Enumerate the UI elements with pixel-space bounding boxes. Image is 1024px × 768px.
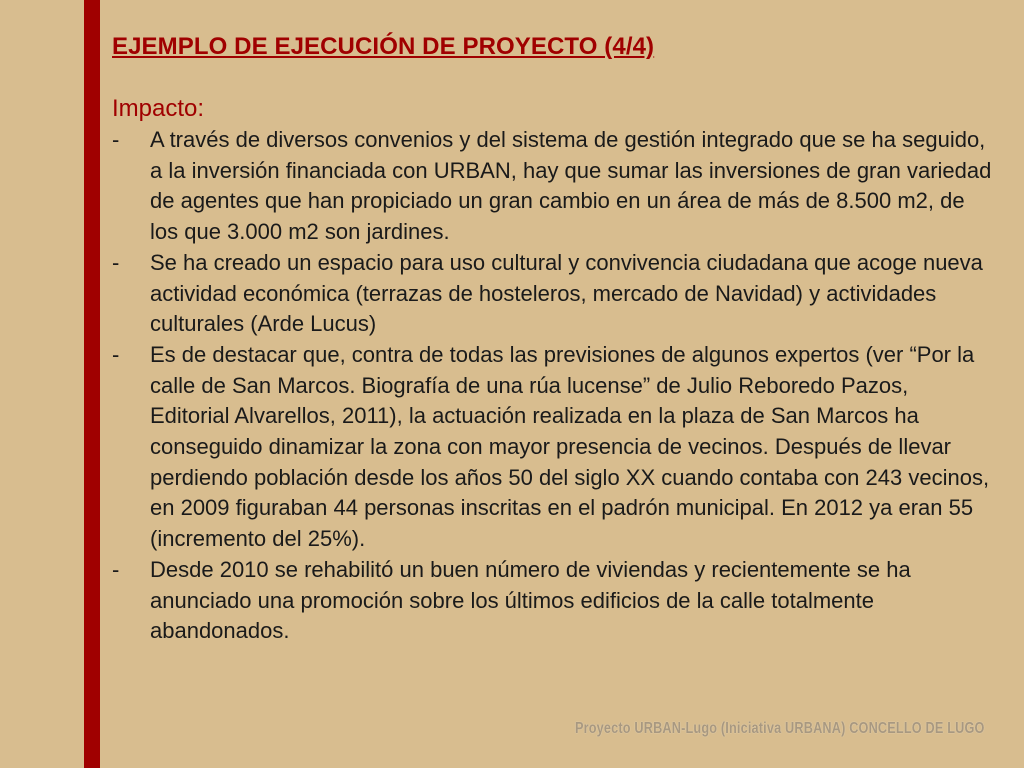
list-item: [112, 555, 992, 647]
list-item-text: Es de destacar que, contra de todas las previsiones de algunos expertos (ver “Por la calle de San Marcos. Biografía de una rúa lucense” de Julio Reboredo Pazos, Editorial Alvarellos, 2011), la actuación realizada en la plaza de San Marcos ha conseguido dinamizar la zona con mayor presencia de vecinos. Después de llevar perdiendo población desde los años 50 del siglo XX cuando contaba con 243 vecinos, en 2009 figuraban 44 personas inscritas en el padrón municipal. En 2012 ya eran 55 (incremento del 25%).: [150, 341, 990, 552]
slide-content: [112, 30, 992, 647]
slide-footer: Proyecto URBAN-Lugo (Iniciativa URBANA) CONCELLO DE LUGO: [575, 720, 985, 737]
list-item: [112, 340, 992, 555]
bullet-dash: -: [112, 341, 120, 367]
slide-title: EJEMPLO DE EJECUCIÓN DE PROYECTO (4/4): [112, 33, 655, 60]
left-accent-bar: [84, 0, 100, 768]
bullet-dash: -: [112, 127, 120, 152]
bullet-list: [112, 125, 992, 647]
list-item-text: Se ha creado un espacio para uso cultural y convivencia ciudadana que acoge nueva actividad económica (terrazas de hosteleros, mercado de Navidad) y actividades culturales (Arde Lucus): [150, 249, 983, 337]
list-item: [112, 248, 992, 340]
bullet-dash: -: [112, 249, 120, 275]
list-item-text: A través de diversos convenios y del sistema de gestión integrado que se ha seguido, a la inversión financiada con URBAN, hay que sumar las inversiones de gran variedad de agentes que han propiciado un gran cambio en un área de más de 8.500 m2, de los que 3.000 m2 son jardines.: [150, 127, 992, 245]
list-item: [112, 125, 992, 248]
bullet-dash: -: [112, 556, 120, 582]
section-heading: Impacto:: [112, 95, 205, 122]
list-item-text: Desde 2010 se rehabilitó un buen número de viviendas y recientemente se ha anunciado una promoción sobre los últimos edificios de la calle totalmente abandonados.: [150, 556, 911, 644]
